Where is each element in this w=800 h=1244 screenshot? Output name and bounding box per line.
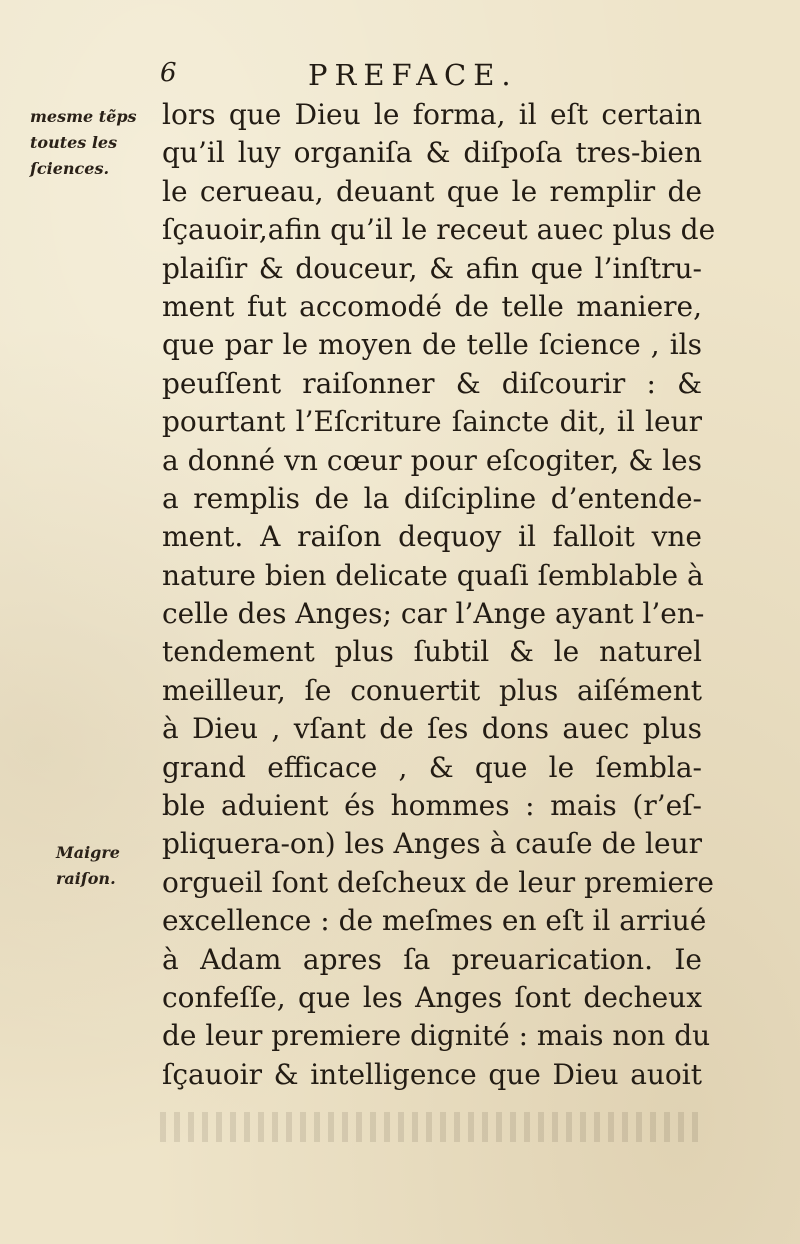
margin-note-2	[56, 840, 120, 892]
text-line: ſçauoir,afin qu’il le receut auec plus de	[162, 213, 716, 247]
text-line: ment. A raiſon dequoy il falloit vne	[162, 520, 702, 554]
text-line: a remplis de la diſcipline d’entende-	[162, 481, 702, 515]
text-line: pourtant l’Eſcriture ſaincte dit, il leur	[162, 405, 702, 439]
text-line: tendement plus ſubtil & le naturel	[162, 635, 702, 669]
margin-note-line: mesme tẽps	[30, 107, 137, 126]
text-line: à Dieu , vſant de ſes dons auec plus	[162, 712, 702, 746]
text-line: grand efficace , & que le ſembla-	[162, 750, 702, 784]
bleed-through-shadow	[160, 1112, 700, 1142]
text-line: a donné vn cœur pour eſcogiter, & les	[162, 443, 702, 477]
text-line: plaiſir & douceur, & afin que l’inſtru-	[162, 251, 702, 285]
text-line: de leur premiere dignité : mais non du	[162, 1019, 711, 1053]
text-line: ment fut accomodé de telle maniere,	[162, 289, 702, 323]
text-line: ſçauoir & intelligence que Dieu auoit	[162, 1057, 702, 1091]
text-line: confeſſe, que les Anges ſont decheux	[162, 980, 702, 1014]
margin-note-line: raiſon.	[56, 869, 116, 888]
text-line: que par le moyen de telle ſcience , ils	[162, 328, 702, 362]
margin-note-line: Maigre	[56, 843, 120, 862]
text-line: peuſſent raiſonner & diſcourir : &	[162, 366, 702, 400]
text-line: à Adam apres ſa preuarication. Ie	[162, 942, 702, 976]
text-line: qu’il luy organiſa & diſpoſa tres-bien	[162, 136, 702, 170]
text-line: le cerueau, deuant que le remplir de	[162, 174, 702, 208]
body-text	[162, 96, 716, 1094]
text-line: lors que Dieu le forma, il eſt certain	[162, 98, 702, 131]
margin-note-line: toutes les	[30, 133, 118, 152]
margin-note-line: ſciences.	[30, 159, 110, 178]
margin-note-1	[30, 104, 137, 182]
page-number: 6	[160, 58, 177, 88]
text-line: nature bien delicate quaſi ſemblable à	[162, 558, 704, 592]
running-title: PREFACE.	[308, 58, 518, 92]
text-line: orgueil ſont deſcheux de leur premiere	[162, 865, 715, 899]
text-line: celle des Anges; car l’Ange ayant l’en-	[162, 597, 705, 631]
text-line: excellence : de meſmes en eſt il arriué	[162, 904, 707, 938]
text-line: meilleur, ſe conuertit plus aiſément	[162, 673, 702, 707]
text-line: pliquera-on) les Anges à cauſe de leur	[162, 827, 702, 861]
text-line: ble aduient és hommes : mais (r’eſ-	[162, 789, 702, 823]
